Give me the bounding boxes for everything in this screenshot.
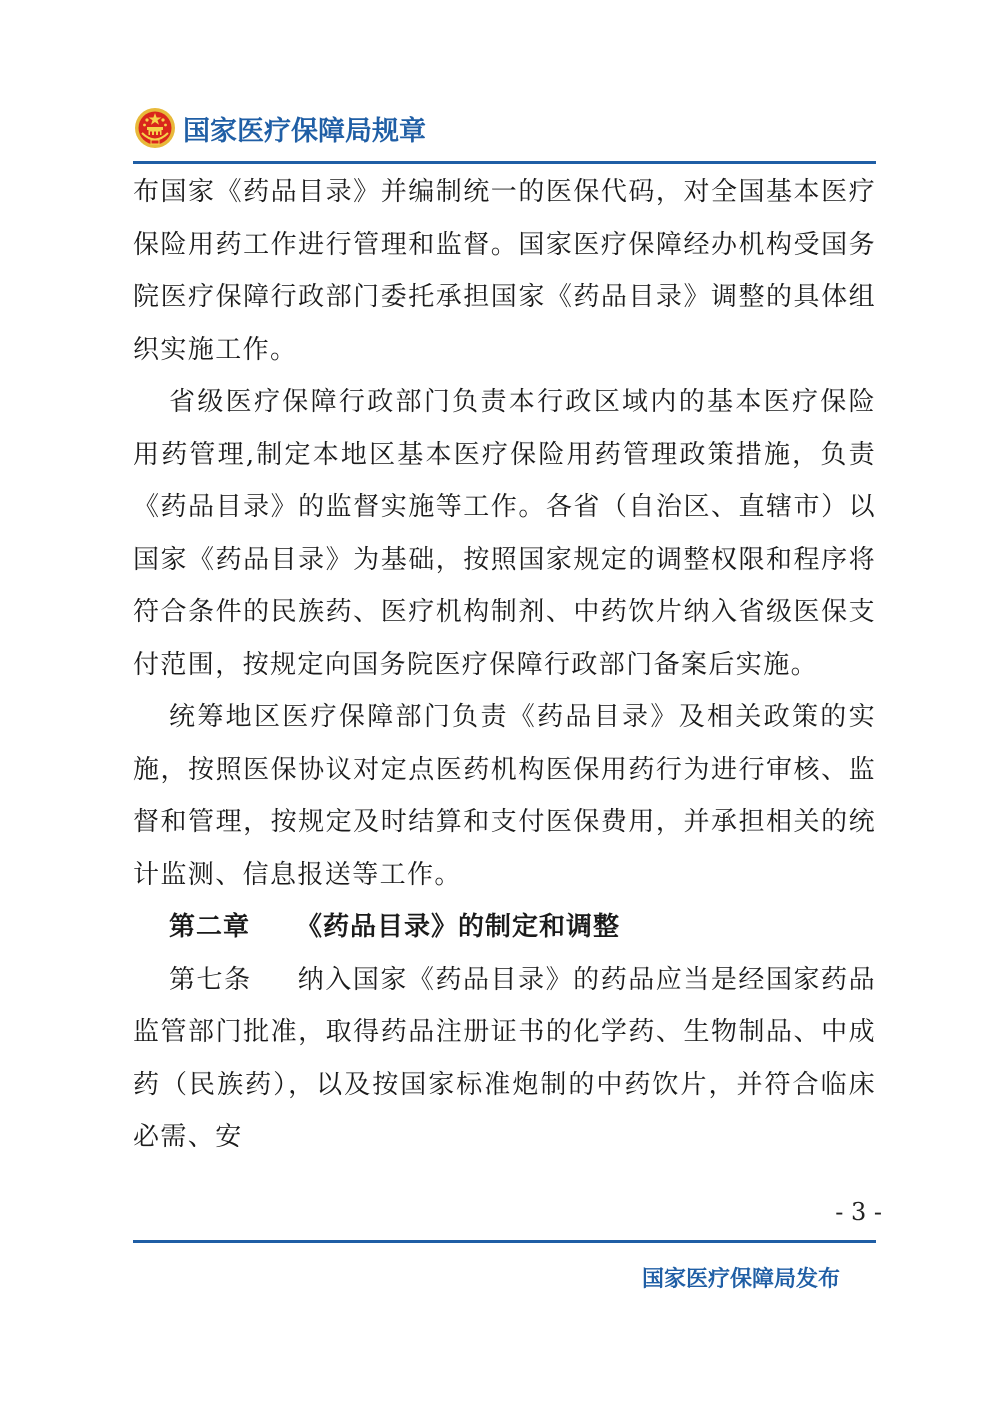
- chapter-title: 《药品目录》的制定和调整: [296, 912, 621, 942]
- document-body: [133, 166, 876, 1164]
- article-label: 第七条: [169, 964, 252, 995]
- article-text: 纳入国家《药品目录》的药品应当是经国家药品监管部门批准，取得药品注册证书的化学药、生物制品、中成药（民族药），以及按国家标准炮制的中药饮片，并符合临床必需、安: [133, 964, 876, 1152]
- chapter-heading: [133, 901, 876, 954]
- page-header: [133, 104, 426, 152]
- footer-publisher: 国家医疗保障局发布: [641, 1267, 840, 1292]
- footer-divider: [133, 1240, 876, 1243]
- national-emblem-icon: [133, 106, 177, 150]
- paragraph-provincial: 省级医疗保障行政部门负责本行政区域内的基本医疗保险用药管理,制定本地区基本医疗保险用药管理政策措施，负责《药品目录》的监督实施等工作。各省（自治区、直辖市）以国家《药品目录》为基础，按照国家规定的调整权限和程序将符合条件的民族药、医疗机构制剂、中药饮片纳入省级医保支付范围，按规定向国务院医疗保障行政部门备案后实施。: [133, 387, 876, 680]
- header-title: 国家医疗保障局规章: [183, 115, 426, 147]
- page-number: - 3 -: [835, 1198, 882, 1226]
- chapter-label: 第二章: [169, 912, 251, 942]
- article-paragraph: [133, 954, 876, 1164]
- paragraph-regional: 统筹地区医疗保障部门负责《药品目录》及相关政策的实施，按照医保协议对定点医药机构医保用药行为进行审核、监督和管理，按规定及时结算和支付医保费用，并承担相关的统计监测、信息报送等工作。: [133, 702, 876, 890]
- paragraph-continued: 布国家《药品目录》并编制统一的医保代码，对全国基本医疗保险用药工作进行管理和监督。国家医疗保障经办机构受国务院医疗保障行政部门委托承担国家《药品目录》调整的具体组织实施工作。: [133, 177, 876, 365]
- header-divider: [133, 161, 876, 164]
